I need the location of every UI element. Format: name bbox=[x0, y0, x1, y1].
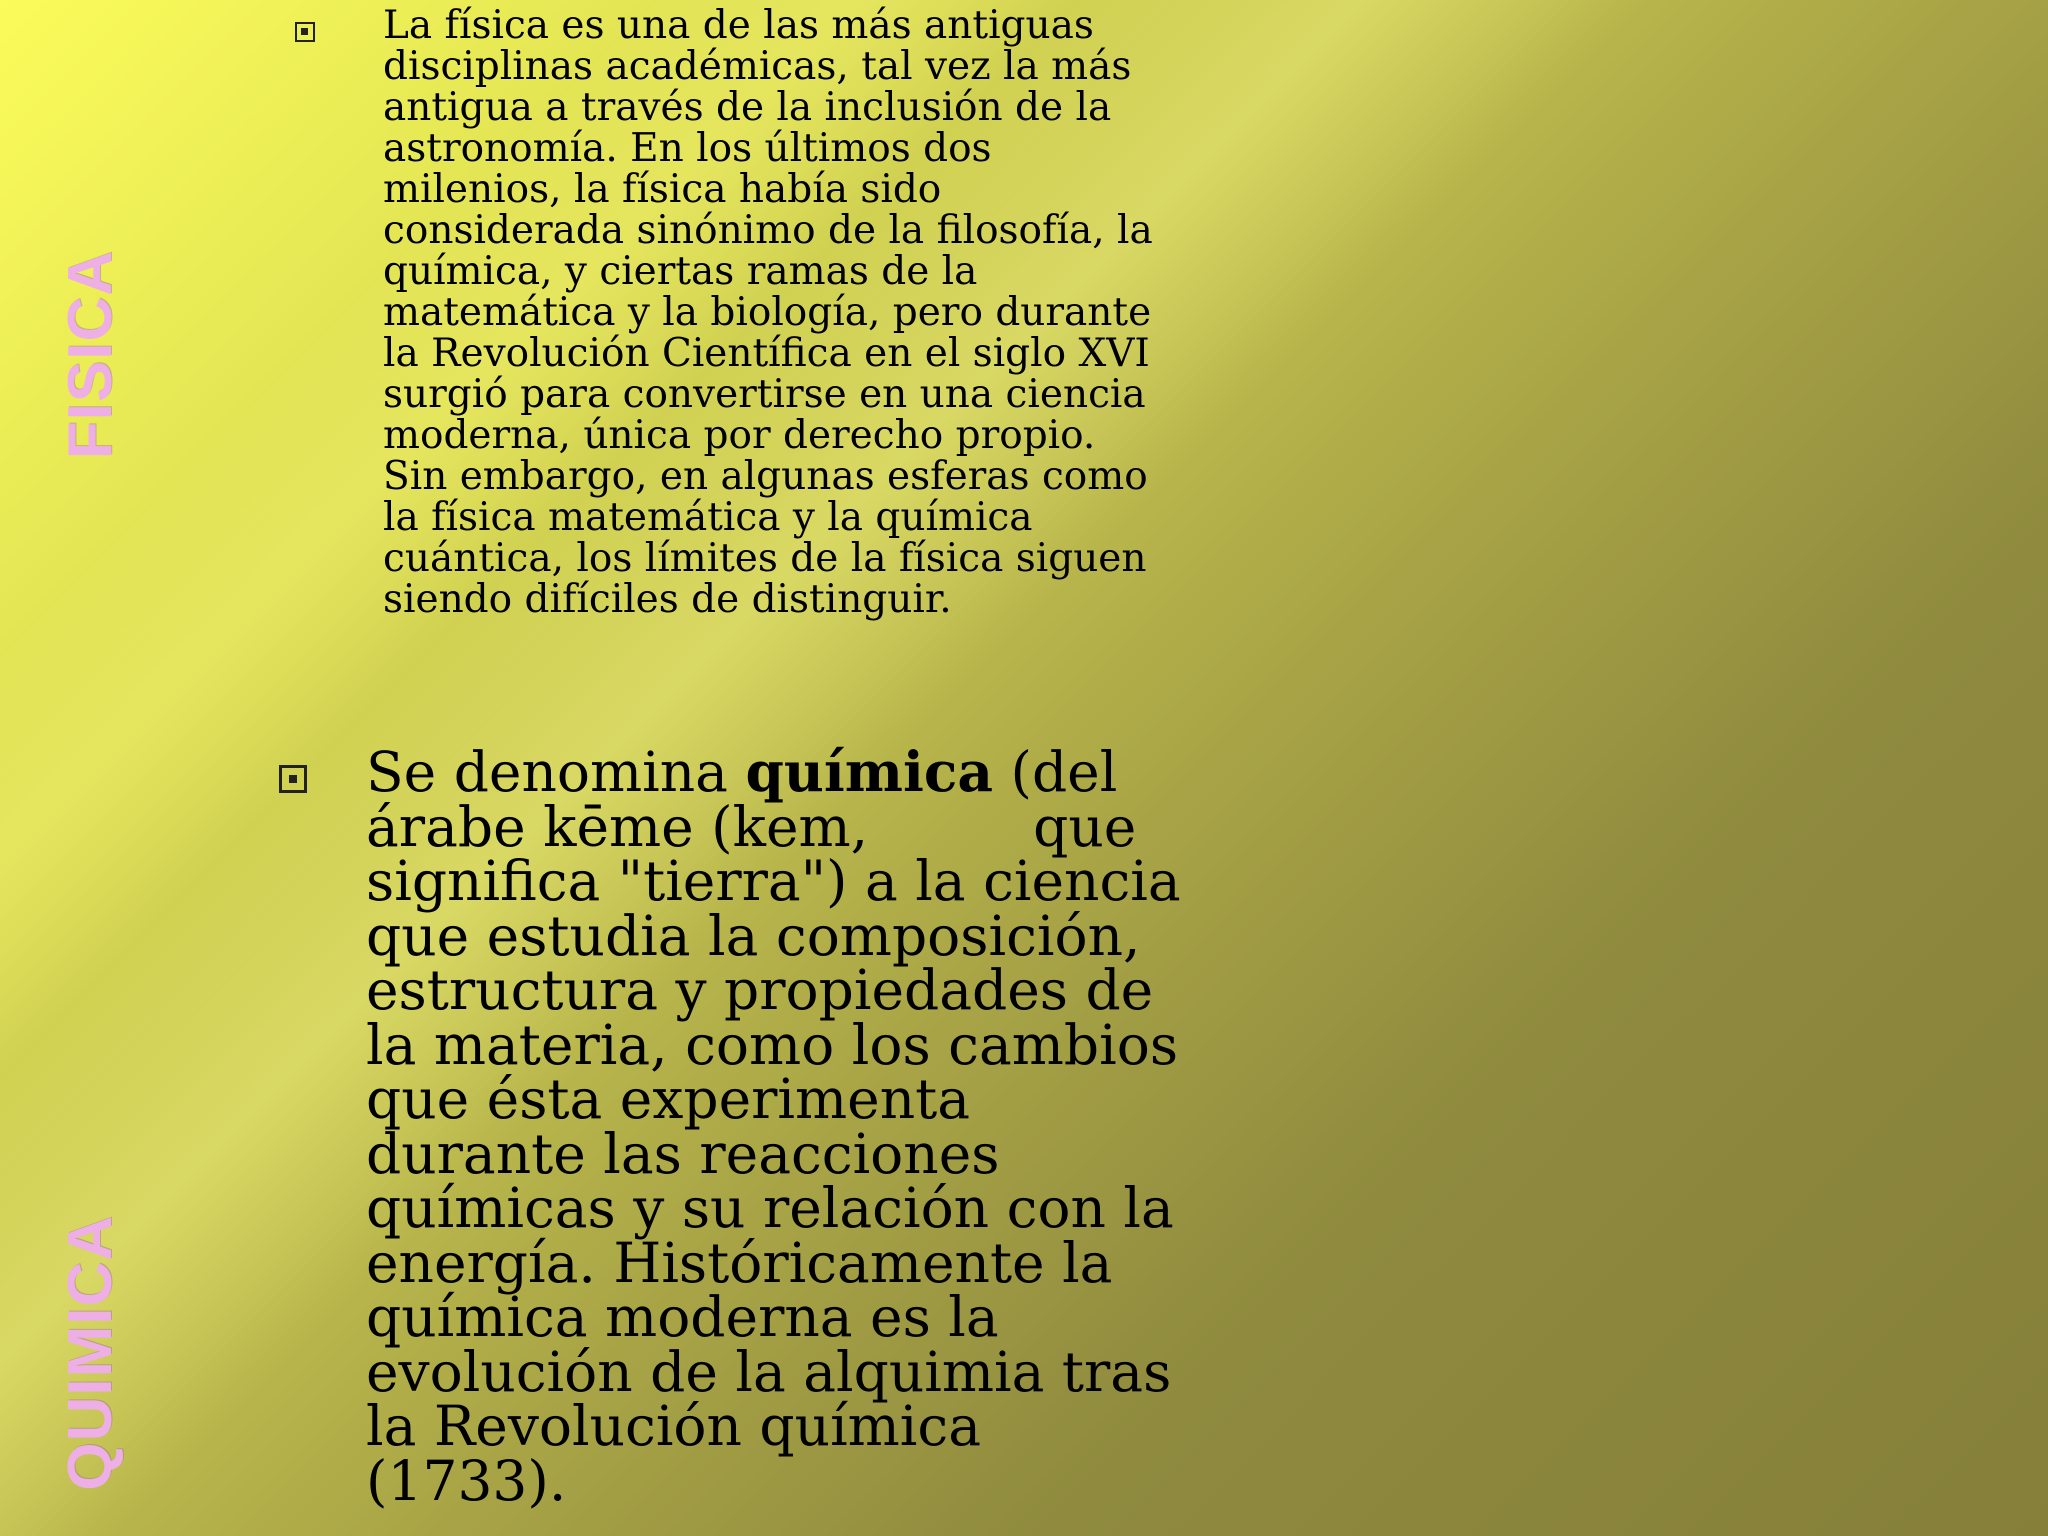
text-segment: Se denomina bbox=[366, 740, 746, 804]
quimica-title: QUIMICA bbox=[56, 1215, 125, 1491]
text-line: químicas y su relación con la bbox=[366, 1176, 1174, 1240]
text-line: energía. Históricamente la bbox=[366, 1230, 1113, 1295]
text-line: cuántica, los límites de la física siguen bbox=[383, 536, 1147, 581]
text-line: que ésta experimenta bbox=[366, 1067, 971, 1131]
text-line: que estudia la composición, bbox=[366, 903, 1141, 968]
text-line: la materia, como los cambios bbox=[366, 1012, 1179, 1077]
fisica-bullet bbox=[383, 3, 1153, 622]
square-bullet-icon bbox=[279, 765, 307, 793]
text-line: durante las reacciones bbox=[366, 1121, 1000, 1186]
text-line bbox=[366, 739, 1146, 804]
bold-term: química bbox=[745, 739, 994, 804]
fisica-title: FISICA bbox=[56, 250, 125, 460]
text-line: la física matemática y la química bbox=[383, 495, 1033, 540]
text-line: matemática y la biología, pero durante bbox=[383, 290, 1152, 335]
text-line: considerada sinónimo de la filosofía, la bbox=[383, 208, 1153, 253]
text-line: La física es una de las más antiguas bbox=[383, 3, 1094, 48]
text-line: la Revolución química bbox=[366, 1394, 981, 1458]
text-line: (1733). bbox=[366, 1448, 567, 1513]
text-line: estructura y propiedades de bbox=[366, 958, 1154, 1022]
text-line: milenios, la física había sido bbox=[383, 167, 942, 212]
text-line: química, y ciertas ramas de la bbox=[383, 249, 978, 294]
text-line: la Revolución Científica en el siglo XVI bbox=[383, 331, 1150, 376]
text-line: disciplinas académicas, tal vez la más bbox=[383, 44, 1132, 89]
text-line: Sin embargo, en algunas esferas como bbox=[383, 454, 1148, 499]
quimica-paragraph bbox=[366, 739, 1181, 1513]
text-line bbox=[366, 794, 1146, 859]
text-line: antigua a través de la inclusión de la bbox=[383, 85, 1112, 130]
text-segment: árabe kēme (kem, bbox=[366, 794, 869, 859]
text-line: moderna, única por derecho propio. bbox=[383, 413, 1096, 458]
text-segment: (del bbox=[993, 740, 1118, 804]
quimica-bullet bbox=[366, 739, 1181, 1513]
text-line: química moderna es la bbox=[366, 1285, 999, 1349]
text-line: evolución de la alquimia tras bbox=[366, 1339, 1172, 1404]
text-line: surgió para convertirse en una ciencia bbox=[383, 372, 1146, 417]
text-line: astronomía. En los últimos dos bbox=[383, 126, 992, 171]
fisica-paragraph bbox=[383, 3, 1153, 622]
square-bullet-icon bbox=[295, 22, 315, 42]
text-line: siendo difíciles de distinguir. bbox=[383, 577, 952, 622]
text-segment: que bbox=[1033, 794, 1137, 859]
text-line: significa "tierra") a la ciencia bbox=[366, 849, 1181, 913]
